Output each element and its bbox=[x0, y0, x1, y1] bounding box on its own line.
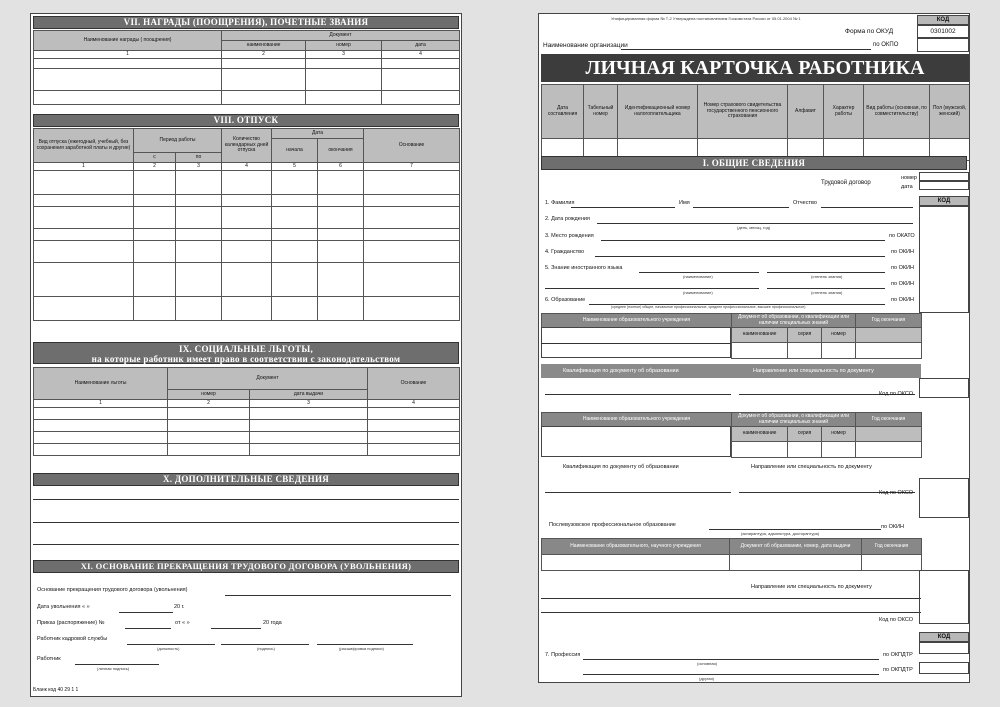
worker-sign-field[interactable] bbox=[75, 664, 159, 665]
pg-col-inst: Наименование образовательного, научного учреждения bbox=[542, 539, 730, 555]
okso-code-1[interactable] bbox=[919, 378, 969, 398]
okso-label-3: Код по ОКСО bbox=[879, 617, 913, 623]
table-cell[interactable] bbox=[364, 195, 460, 207]
okso-label-2: Код по ОКСО bbox=[879, 490, 913, 496]
table-cell[interactable] bbox=[542, 555, 730, 571]
education-table-2 bbox=[541, 412, 922, 427]
top-col-inn: Идентификационный номер налогоплательщика bbox=[618, 85, 698, 139]
edu-col-doc: Документ об образовании, о квалификации или наличии специальных знаний bbox=[732, 413, 856, 427]
order-date-field[interactable] bbox=[211, 628, 261, 629]
table-cell[interactable] bbox=[34, 241, 134, 263]
table-cell[interactable] bbox=[134, 171, 176, 195]
contract-date-field[interactable] bbox=[919, 181, 969, 190]
kod-general: КОД bbox=[919, 196, 969, 206]
table-cell[interactable] bbox=[382, 59, 460, 69]
dismissal-date-label: Дата увольнения « » bbox=[37, 604, 90, 610]
profession-main-caption: (основная) bbox=[697, 661, 718, 666]
edu-col-series: серия bbox=[788, 328, 822, 343]
table-cell[interactable] bbox=[272, 207, 318, 229]
edu-col-series: серия bbox=[788, 427, 822, 442]
education-subcols-2 bbox=[731, 426, 922, 458]
table-cell[interactable] bbox=[34, 229, 134, 241]
vac-col-from: с bbox=[134, 153, 176, 163]
order-from-label: от « » bbox=[175, 620, 190, 626]
edu-col-docname: наименование bbox=[732, 427, 788, 442]
table-cell[interactable] bbox=[222, 241, 272, 263]
caption-decoding: (расшифровка подписи) bbox=[339, 646, 384, 651]
col-num: 3 bbox=[176, 163, 222, 171]
edu-col-inst: Наименование образовательного учреждения bbox=[542, 314, 732, 328]
table-cell[interactable] bbox=[318, 171, 364, 195]
awards-col-name: Наименование награды ( поощрения) bbox=[34, 31, 222, 51]
profession-label: 7. Профессия bbox=[545, 652, 581, 658]
table-cell bbox=[856, 427, 922, 442]
table-cell[interactable] bbox=[730, 555, 862, 571]
table-cell[interactable] bbox=[134, 297, 176, 321]
table-cell[interactable] bbox=[222, 297, 272, 321]
table-cell[interactable] bbox=[34, 263, 134, 297]
birthdate-field[interactable] bbox=[597, 223, 913, 224]
language-label: 5. Знание иностранного языка bbox=[545, 265, 623, 271]
order-number-field[interactable] bbox=[125, 628, 171, 629]
vac-col-start: начала bbox=[272, 139, 318, 163]
top-col-alphabet: Алфавит bbox=[788, 85, 824, 139]
kod-profession: КОД bbox=[919, 632, 969, 642]
table-cell[interactable] bbox=[134, 241, 176, 263]
table-cell[interactable] bbox=[306, 69, 382, 91]
education-subcols-1 bbox=[731, 327, 922, 359]
caption-personal-sign: (личная подпись) bbox=[97, 666, 130, 671]
table-cell[interactable] bbox=[250, 444, 368, 456]
language-degree-field-2[interactable] bbox=[767, 288, 885, 289]
ben-col-date: дата выдачи bbox=[250, 390, 368, 400]
table-cell[interactable] bbox=[318, 207, 364, 229]
citizenship-field[interactable] bbox=[595, 256, 885, 257]
table-cell[interactable] bbox=[168, 420, 250, 432]
table-cell[interactable] bbox=[34, 420, 168, 432]
table-cell[interactable] bbox=[272, 229, 318, 241]
postgrad-caption: (аспирантура, адъюнктура, докторантура) bbox=[741, 531, 820, 536]
dismissal-reason-field[interactable] bbox=[225, 595, 451, 596]
edu-col-docname: наименование bbox=[732, 328, 788, 343]
col-num: 4 bbox=[368, 400, 460, 408]
table-cell[interactable] bbox=[176, 195, 222, 207]
col-num: 2 bbox=[222, 51, 306, 59]
caption-sign: (подпись) bbox=[257, 646, 275, 651]
table-cell bbox=[856, 328, 922, 343]
hr-decoding-field[interactable] bbox=[317, 644, 413, 645]
awards-col-date: дата bbox=[382, 41, 460, 51]
table-cell[interactable] bbox=[34, 59, 222, 69]
contract-num-label: номер bbox=[901, 175, 917, 181]
awards-col-num: номер bbox=[306, 41, 382, 51]
dismissal-reason-label: Основание прекращения трудового договора (увольнения) bbox=[37, 587, 188, 593]
patronymic-field[interactable] bbox=[821, 207, 913, 208]
col-num: 5 bbox=[272, 163, 318, 171]
table-cell[interactable] bbox=[250, 432, 368, 444]
table-cell[interactable] bbox=[364, 229, 460, 241]
table-cell[interactable] bbox=[368, 420, 460, 432]
profession-other-field[interactable] bbox=[583, 674, 879, 675]
citizenship-label: 4. Гражданство bbox=[545, 249, 585, 255]
vac-col-days: Количество календарных дней отпуска bbox=[222, 129, 272, 163]
ben-col-name: Наименование льготы bbox=[34, 368, 168, 400]
vac-col-type: Вид отпуска (ежегодный, учебный, без сохранения заработной платы и другие) bbox=[34, 129, 134, 163]
table-cell[interactable] bbox=[318, 241, 364, 263]
caption-name-2: (наименование) bbox=[683, 290, 713, 295]
table-cell[interactable] bbox=[34, 297, 134, 321]
kod-general-column bbox=[919, 206, 969, 313]
dismissal-year-label: 20 г. bbox=[174, 604, 185, 610]
okpdtr-code-1[interactable] bbox=[919, 642, 969, 654]
table-cell[interactable] bbox=[34, 69, 222, 91]
kod-header: КОД bbox=[917, 15, 969, 25]
okso-label-1: Код по ОКСО bbox=[879, 391, 913, 397]
caption-degree: (степень знания) bbox=[811, 274, 843, 279]
table-cell[interactable] bbox=[788, 343, 822, 359]
table-cell[interactable] bbox=[134, 195, 176, 207]
postgrad-field[interactable] bbox=[709, 529, 881, 530]
top-col-date: Дата составления bbox=[542, 85, 584, 139]
vac-col-to: по bbox=[176, 153, 222, 163]
edu-inst-divider-1 bbox=[541, 343, 731, 344]
table-cell[interactable] bbox=[272, 171, 318, 195]
edu-col-inst: Наименование образовательного учреждения bbox=[542, 413, 732, 427]
table-cell[interactable] bbox=[168, 444, 250, 456]
table-cell[interactable] bbox=[222, 195, 272, 207]
ben-col-num: номер bbox=[168, 390, 250, 400]
postgrad-label: Послевузовское профессиональное образование bbox=[549, 522, 676, 528]
table-cell[interactable] bbox=[318, 195, 364, 207]
okpdtr-label-1: по ОКПДТР bbox=[883, 652, 913, 658]
edu-col-year: Год окончания bbox=[856, 314, 922, 328]
table-cell[interactable] bbox=[318, 229, 364, 241]
okso-code-3[interactable] bbox=[919, 570, 969, 624]
section-11-title: XI. ОСНОВАНИЕ ПРЕКРАЩЕНИЯ ТРУДОВОГО ДОГОВОРА (УВОЛЬНЕНИЯ) bbox=[33, 560, 459, 573]
table-cell[interactable] bbox=[364, 297, 460, 321]
spec-label-1: Направление или специальность по документу bbox=[753, 368, 874, 374]
table-cell[interactable] bbox=[306, 59, 382, 69]
table-cell[interactable] bbox=[382, 91, 460, 105]
table-cell[interactable] bbox=[176, 297, 222, 321]
okpo-code-field[interactable] bbox=[917, 38, 969, 52]
table-cell[interactable] bbox=[272, 195, 318, 207]
name-field[interactable] bbox=[693, 207, 789, 208]
spec-label-3: Направление или специальность по документу bbox=[751, 584, 872, 590]
education-caption: (среднее (полное) общее, начальное профессиональное, среднее профессиональное, высшее профессиональное) bbox=[611, 305, 806, 309]
table-cell[interactable] bbox=[318, 263, 364, 297]
table-cell[interactable] bbox=[34, 171, 134, 195]
hr-sign-field[interactable] bbox=[221, 644, 309, 645]
card-front-page bbox=[538, 13, 970, 683]
okpdtr-code-2[interactable] bbox=[919, 662, 969, 674]
order-label: Приказ (распоряжение) № bbox=[37, 620, 105, 626]
org-name-label: Наименование организации bbox=[543, 42, 628, 49]
table-cell[interactable] bbox=[364, 207, 460, 229]
table-cell[interactable] bbox=[862, 555, 922, 571]
contract-date-label: дата bbox=[901, 184, 913, 190]
table-cell[interactable] bbox=[368, 432, 460, 444]
edu-col-doc: Документ об образовании, о квалификации или наличии специальных знаний bbox=[732, 314, 856, 328]
table-cell[interactable] bbox=[318, 297, 364, 321]
col-num: 1 bbox=[34, 400, 168, 408]
top-col-tabnum: Табельный номер bbox=[584, 85, 618, 139]
table-cell[interactable] bbox=[364, 241, 460, 263]
table-cell[interactable] bbox=[176, 229, 222, 241]
profession-main-field[interactable] bbox=[583, 659, 879, 660]
table-cell[interactable] bbox=[34, 91, 222, 105]
surname-field[interactable] bbox=[571, 207, 675, 208]
col-num: 2 bbox=[168, 400, 250, 408]
ben-col-doc: Документ bbox=[168, 368, 368, 390]
pg-col-year: Год окончания bbox=[862, 539, 922, 555]
language-name-field-2[interactable] bbox=[545, 288, 759, 289]
birthdate-label: 2. Дата рождения bbox=[545, 216, 590, 222]
table-cell[interactable] bbox=[822, 343, 856, 359]
table-cell[interactable] bbox=[176, 263, 222, 297]
name-label: Имя bbox=[679, 200, 690, 206]
table-cell[interactable] bbox=[34, 444, 168, 456]
table-cell[interactable] bbox=[382, 69, 460, 91]
table-cell[interactable] bbox=[222, 59, 306, 69]
table-cell[interactable] bbox=[34, 195, 134, 207]
table-cell[interactable] bbox=[222, 171, 272, 195]
okin-label-1: по ОКИН bbox=[891, 249, 914, 255]
table-cell[interactable] bbox=[34, 408, 168, 420]
pg-col-doc: Документ об образовании, номер, дата выдачи bbox=[730, 539, 862, 555]
education-table-1 bbox=[541, 313, 922, 328]
table-cell[interactable] bbox=[364, 171, 460, 195]
table-cell[interactable] bbox=[134, 263, 176, 297]
profession-other-caption: (другая) bbox=[699, 676, 714, 681]
vacation-table bbox=[33, 128, 460, 321]
table-cell[interactable] bbox=[364, 263, 460, 297]
awards-table bbox=[33, 30, 460, 105]
education-label: 6. Образование bbox=[545, 297, 586, 303]
table-cell[interactable] bbox=[732, 442, 788, 458]
vac-col-basis: Основание bbox=[364, 129, 460, 163]
table-cell[interactable] bbox=[272, 263, 318, 297]
okpo-label: по ОКПО bbox=[873, 42, 899, 48]
table-cell[interactable] bbox=[788, 442, 822, 458]
vac-col-period: Период работы bbox=[134, 129, 222, 153]
card-top-table bbox=[541, 84, 970, 161]
col-num: 2 bbox=[134, 163, 176, 171]
table-cell[interactable] bbox=[134, 229, 176, 241]
card-title: ЛИЧНАЯ КАРТОЧКА РАБОТНИКА bbox=[541, 54, 969, 82]
language-degree-field[interactable] bbox=[767, 272, 885, 273]
dismissal-date-field[interactable] bbox=[119, 612, 173, 613]
table-cell[interactable] bbox=[822, 442, 856, 458]
org-name-field[interactable] bbox=[621, 49, 871, 50]
awards-col-doc: Документ bbox=[222, 31, 460, 41]
table-cell[interactable] bbox=[176, 207, 222, 229]
surname-label: 1. Фамилия bbox=[545, 200, 575, 206]
birthplace-label: 3. Место рождения bbox=[545, 233, 594, 239]
section-10-title: X. ДОПОЛНИТЕЛЬНЫЕ СВЕДЕНИЯ bbox=[33, 473, 459, 486]
card-back-page bbox=[30, 13, 462, 697]
section-8-title: VIII. ОТПУСК bbox=[33, 114, 459, 127]
birthplace-field[interactable] bbox=[601, 240, 885, 241]
table-cell[interactable] bbox=[134, 207, 176, 229]
extra-line[interactable] bbox=[33, 499, 459, 500]
edu-inst-field-2[interactable] bbox=[541, 426, 731, 457]
contract-number-field[interactable] bbox=[919, 172, 969, 181]
okato-label: по ОКАТО bbox=[889, 233, 915, 239]
table-cell[interactable] bbox=[272, 297, 318, 321]
table-cell[interactable] bbox=[856, 343, 922, 359]
table-cell[interactable] bbox=[176, 241, 222, 263]
extra-line[interactable] bbox=[33, 522, 459, 523]
worker-label: Работник bbox=[37, 656, 61, 662]
table-cell[interactable] bbox=[368, 408, 460, 420]
col-num: 3 bbox=[250, 400, 368, 408]
col-num: 4 bbox=[222, 163, 272, 171]
patronymic-label: Отчество bbox=[793, 200, 817, 206]
table-cell[interactable] bbox=[368, 444, 460, 456]
okso-code-2[interactable] bbox=[919, 478, 969, 518]
table-cell[interactable] bbox=[272, 241, 318, 263]
section-9-title-line2: на которые работник имеет право в соответствии с законодательством bbox=[91, 354, 401, 364]
hr-worker-label: Работник кадровой службы bbox=[37, 636, 108, 642]
blank-code-footer: Бланк код 40 29 1 1 bbox=[33, 687, 79, 693]
caption-name: (наименование) bbox=[683, 274, 713, 279]
table-cell[interactable] bbox=[176, 171, 222, 195]
contract-label: Трудовой договор bbox=[821, 180, 871, 186]
col-num: 4 bbox=[382, 51, 460, 59]
okud-label: Форма по ОКУД bbox=[845, 28, 894, 35]
table-cell[interactable] bbox=[222, 69, 306, 91]
spec-label-2: Направление или специальность по документу bbox=[751, 464, 872, 470]
col-num: 6 bbox=[318, 163, 364, 171]
caption-position: (должность) bbox=[157, 646, 180, 651]
table-cell[interactable] bbox=[34, 207, 134, 229]
spec-field-4[interactable] bbox=[541, 612, 921, 613]
postgrad-table bbox=[541, 538, 922, 571]
caption-degree-2: (степень знания) bbox=[811, 290, 843, 295]
section-9-title-line1: IX. СОЦИАЛЬНЫЕ ЛЬГОТЫ, bbox=[178, 344, 314, 354]
top-col-work-type: Вид работы (основная, по совместительству) bbox=[864, 85, 930, 139]
language-name-field[interactable] bbox=[639, 272, 759, 273]
section-9-title bbox=[33, 342, 459, 364]
table-cell[interactable] bbox=[306, 91, 382, 105]
qual-field-2[interactable] bbox=[545, 492, 731, 493]
extra-line[interactable] bbox=[33, 544, 459, 545]
col-num: 1 bbox=[34, 51, 222, 59]
okpdtr-label-2: по ОКПДТР bbox=[883, 667, 913, 673]
okin-label-5: по ОКИН bbox=[881, 524, 904, 530]
benefits-table bbox=[33, 367, 460, 456]
qual-field-1[interactable] bbox=[545, 394, 731, 395]
ben-col-basis: Основание bbox=[368, 368, 460, 400]
edu-col-number: номер bbox=[822, 328, 856, 343]
table-cell[interactable] bbox=[168, 432, 250, 444]
okin-label-3: по ОКИН bbox=[891, 281, 914, 287]
vac-col-end: окончания bbox=[318, 139, 364, 163]
birthdate-caption: (день, месяц, год) bbox=[737, 225, 771, 230]
form-header-line: Унифицированная форма № Т-2 Утверждена постановлением Госкомстата России от 05.01.2004 № 1 bbox=[611, 16, 801, 21]
top-col-work-nature: Характер работы bbox=[824, 85, 864, 139]
okud-code: 0301002 bbox=[917, 25, 969, 38]
table-cell[interactable] bbox=[856, 442, 922, 458]
top-col-snils: Номер страхового свидетельства государственного пенсионного страхования bbox=[698, 85, 788, 139]
awards-col-docname: наименование bbox=[222, 41, 306, 51]
section-7-title: VII. НАГРАДЫ (ПООЩРЕНИЯ), ПОЧЕТНЫЕ ЗВАНИЯ bbox=[33, 16, 459, 29]
okin-label-2: по ОКИН bbox=[891, 265, 914, 271]
col-num: 1 bbox=[34, 163, 134, 171]
edu-col-number: номер bbox=[822, 427, 856, 442]
col-num: 3 bbox=[306, 51, 382, 59]
top-col-sex: Пол (мужской, женский) bbox=[930, 85, 970, 139]
table-cell[interactable] bbox=[168, 408, 250, 420]
qual-label-1: Квалификация по документу об образовании bbox=[563, 368, 679, 374]
table-cell[interactable] bbox=[732, 343, 788, 359]
spec-field-3[interactable] bbox=[541, 598, 921, 599]
vac-col-date: Дата bbox=[272, 129, 364, 139]
table-cell[interactable] bbox=[222, 207, 272, 229]
okin-label-4: по ОКИН bbox=[891, 297, 914, 303]
general-info-title: I. ОБЩИЕ СВЕДЕНИЯ bbox=[541, 156, 967, 170]
table-cell[interactable] bbox=[34, 432, 168, 444]
col-num: 7 bbox=[364, 163, 460, 171]
table-cell[interactable] bbox=[250, 420, 368, 432]
hr-position-field[interactable] bbox=[127, 644, 215, 645]
order-year-label: 20 года bbox=[263, 620, 282, 626]
table-cell[interactable] bbox=[222, 263, 272, 297]
edu-col-year: Год окончания bbox=[856, 413, 922, 427]
table-cell[interactable] bbox=[250, 408, 368, 420]
table-cell[interactable] bbox=[222, 91, 306, 105]
table-cell[interactable] bbox=[222, 229, 272, 241]
qual-label-2: Квалификация по документу об образовании bbox=[563, 464, 679, 470]
